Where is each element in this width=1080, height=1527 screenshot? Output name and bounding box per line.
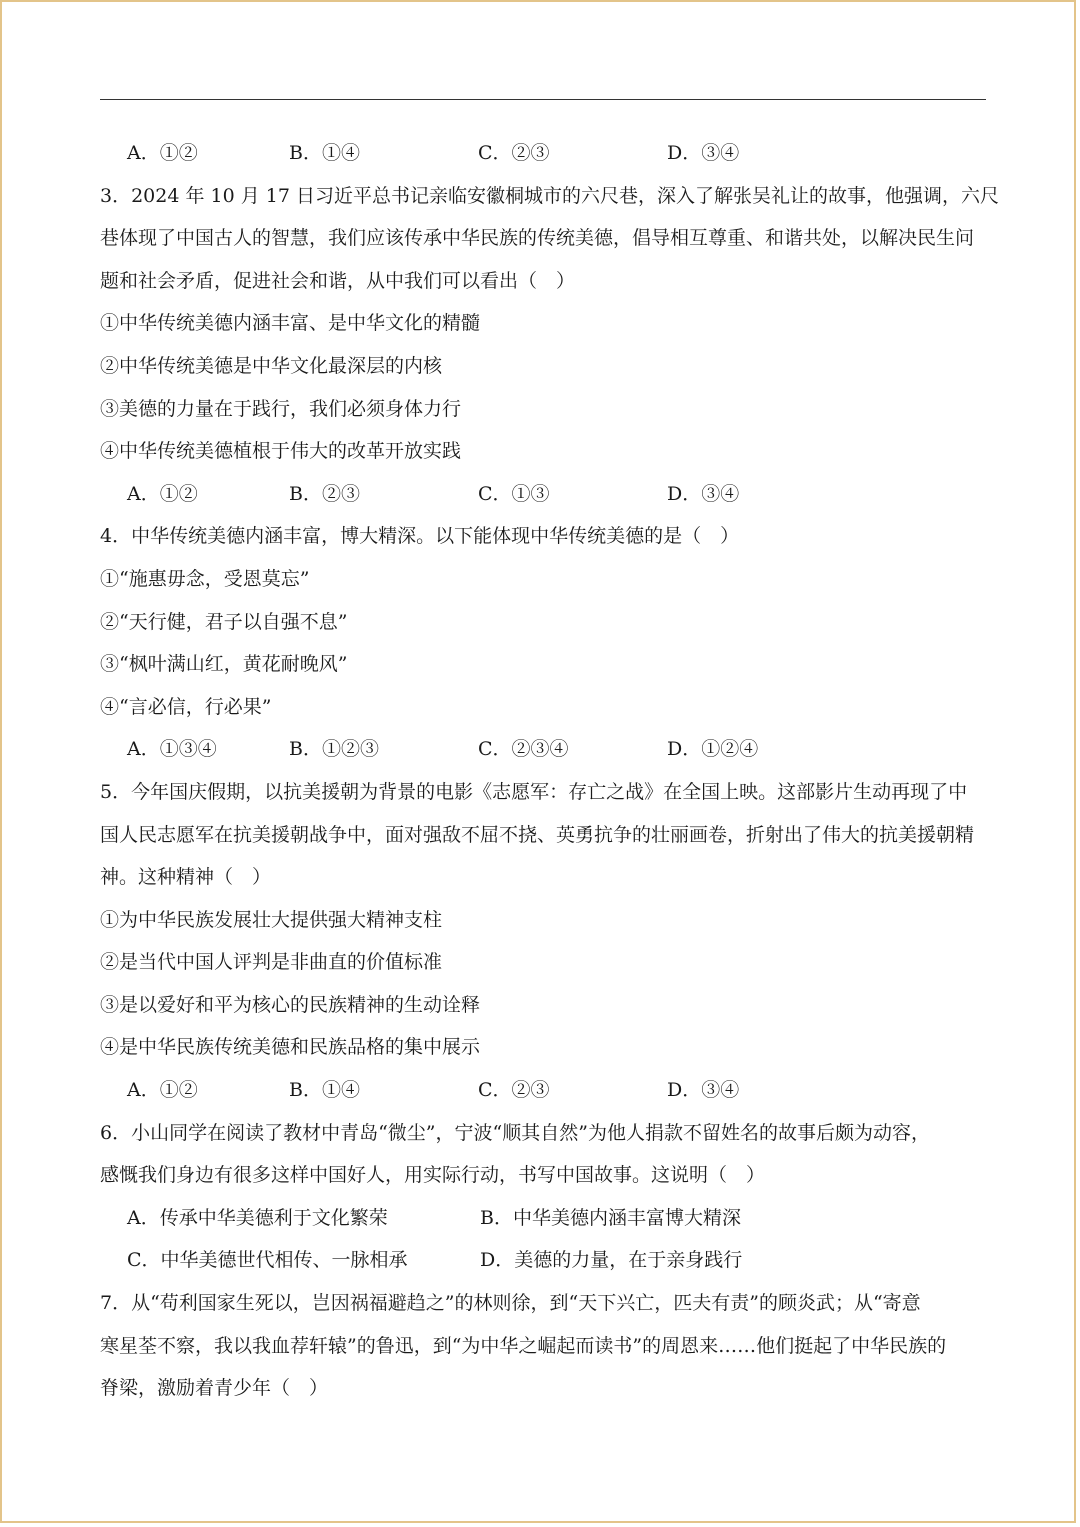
header-rule: [100, 99, 986, 100]
q4-statement: ③“枫叶满山红，黄花耐晚风”: [100, 653, 348, 676]
q6-options-row1: [100, 1197, 990, 1240]
q4-option-b[interactable]: B．①②③: [289, 738, 379, 761]
q5-statement: ③是以爱好和平为核心的民族精神的生动诠释: [100, 993, 481, 1016]
question-content: [100, 132, 999, 1410]
q3-statement: ③美德的力量在于践行，我们必须身体力行: [100, 397, 462, 420]
q2-option-d[interactable]: D．③④: [667, 142, 740, 164]
q4-statement: ④“言必信，行必果”: [100, 695, 272, 718]
q4-statement: ①“施惠毋念，受恩莫忘”: [100, 567, 310, 590]
q3-statement: ②中华传统美德是中华文化最深层的内核: [100, 354, 443, 377]
q7-stem-line: 寒星荃不察，我以我血荐轩辕”的鲁迅，到“为中华之崛起而读书”的周恩来……他们挺起了中华民族的: [100, 1334, 947, 1357]
q5-options: [100, 1069, 990, 1112]
q3-options: [100, 473, 990, 516]
q3-option-c[interactable]: C．①③: [478, 482, 550, 505]
q6-options-row2: [100, 1239, 990, 1282]
q6-stem-line: 感慨我们身边有很多这样中国好人，用实际行动，书写中国故事。这说明（ ）: [100, 1164, 766, 1187]
q2-option-a[interactable]: A．①②: [127, 142, 198, 164]
q3-option-b[interactable]: B．②③: [289, 482, 360, 505]
q2-option-b[interactable]: B．①④: [289, 142, 360, 164]
q6-stem-line: 6．小山同学在阅读了教材中青岛“微尘”，宁波“顺其自然”为他人捐款不留姓名的故事后颇为动容，: [100, 1121, 930, 1144]
q3-statement: ①中华传统美德内涵丰富、是中华文化的精髓: [100, 312, 481, 335]
q4-stem-line: 4．中华传统美德内涵丰富，博大精深。以下能体现中华传统美德的是（ ）: [100, 525, 740, 548]
q4-options: [100, 728, 990, 771]
q5-stem-line: 国人民志愿军在抗美援朝战争中，面对强敌不屈不挠、英勇抗争的壮丽画卷，折射出了伟大的抗美援朝精: [100, 823, 975, 846]
q6-option-d[interactable]: D．美德的力量，在于亲身践行: [480, 1249, 743, 1272]
q7-stem-line: 脊梁，激励着青少年（ ）: [100, 1377, 329, 1400]
q5-statement: ①为中华民族发展壮大提供强大精神支柱: [100, 908, 443, 931]
q2-option-c[interactable]: C．②③: [478, 142, 550, 164]
q2-options: [100, 132, 990, 175]
q5-stem-line: 神。这种精神（ ）: [100, 866, 272, 889]
q3-stem-line: 题和社会矛盾，促进社会和谐，从中我们可以看出（ ）: [100, 269, 576, 292]
q7-stem-line: 7．从“苟利国家生死以，岂因祸福避趋之”的林则徐，到“天下兴亡，匹夫有责”的顾炎武；从“寄意: [100, 1292, 921, 1315]
q5-statement: ④是中华民族传统美德和民族品格的集中展示: [100, 1036, 481, 1059]
q5-statement: ②是当代中国人评判是非曲直的价值标准: [100, 951, 443, 974]
q6-option-c[interactable]: C．中华美德世代相传、一脉相承: [127, 1249, 408, 1272]
q3-option-a[interactable]: A．①②: [127, 482, 198, 505]
q6-option-a[interactable]: A．传承中华美德利于文化繁荣: [127, 1206, 388, 1229]
q5-option-c[interactable]: C．②③: [478, 1079, 550, 1102]
q4-option-c[interactable]: C．②③④: [478, 738, 569, 761]
q3-option-d[interactable]: D．③④: [667, 482, 740, 505]
q3-stem-line: 3．2024 年 10 月 17 日习近平总书记亲临安徽桐城市的六尺巷，深入了解张吴礼让的故事，他强调，六尺: [100, 184, 999, 207]
q3-statement: ④中华传统美德植根于伟大的改革开放实践: [100, 440, 462, 463]
q3-stem-line: 巷体现了中国古人的智慧，我们应该传承中华民族的传统美德，倡导相互尊重、和谐共处，以解决民生问: [100, 227, 975, 250]
q5-option-a[interactable]: A．①②: [127, 1079, 198, 1102]
q5-option-d[interactable]: D．③④: [667, 1079, 740, 1102]
q4-statement: ②“天行健，君子以自强不息”: [100, 610, 348, 633]
q5-stem-line: 5．今年国庆假期，以抗美援朝为背景的电影《志愿军：存亡之战》在全国上映。这部影片生动再现了中: [100, 780, 968, 803]
q4-option-d[interactable]: D．①②④: [667, 738, 759, 761]
q5-option-b[interactable]: B．①④: [289, 1079, 360, 1102]
q6-option-b[interactable]: B．中华美德内涵丰富博大精深: [480, 1206, 741, 1229]
q4-option-a[interactable]: A．①③④: [127, 738, 217, 761]
